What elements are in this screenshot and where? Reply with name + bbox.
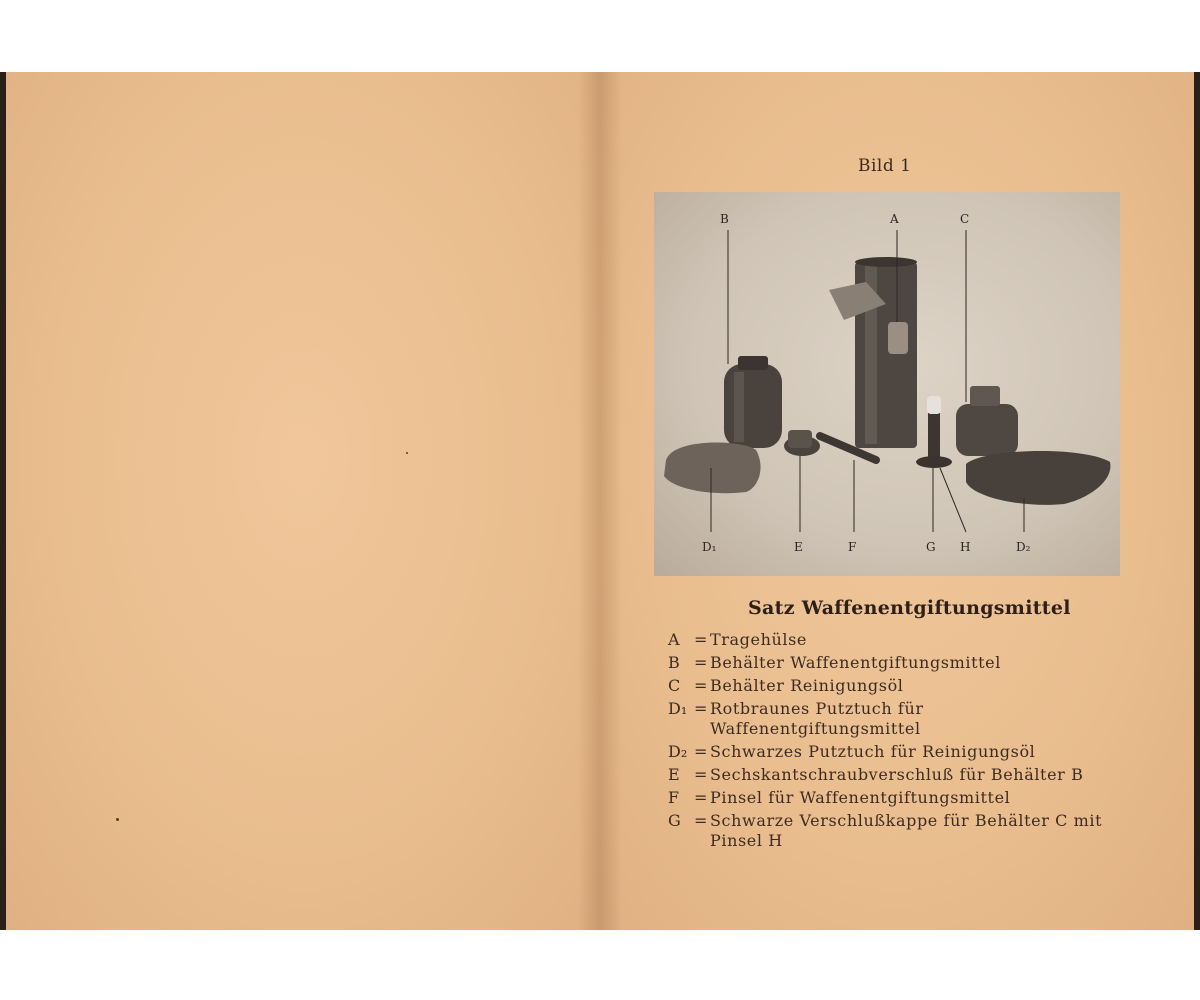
left-page xyxy=(6,72,600,930)
legend-item xyxy=(668,788,1128,808)
photo-label-d1: D₁ xyxy=(702,540,717,554)
photo-label-b: B xyxy=(720,212,729,226)
legend-item xyxy=(668,676,1128,696)
legend-eq: = xyxy=(694,676,708,695)
photo-label-a: A xyxy=(890,212,899,226)
legend-item xyxy=(668,630,1128,650)
legend-text: Schwarzes Putztuch für Reinigungsöl xyxy=(710,742,1036,761)
equipment-photo xyxy=(654,192,1120,576)
legend-item xyxy=(668,699,1128,739)
parts-legend xyxy=(668,630,1128,854)
legend-key: C xyxy=(668,676,681,695)
page-gutter-shadow xyxy=(600,72,622,930)
paper-speck xyxy=(406,452,408,454)
legend-text: Schwarze Verschlußkappe für Behälter C mit Pinsel H xyxy=(710,811,1103,850)
legend-text: Sechskantschraubverschluß für Behälter B xyxy=(710,765,1084,784)
legend-eq: = xyxy=(694,653,708,672)
legend-eq: = xyxy=(694,630,708,649)
equipment-illustration xyxy=(654,192,1120,576)
paper-speck xyxy=(116,818,119,821)
photo-label-c: C xyxy=(960,212,970,226)
legend-key: E xyxy=(668,765,680,784)
book-spread xyxy=(0,72,1200,930)
legend-text: Behälter Waffenentgiftungsmittel xyxy=(710,653,1001,672)
legend-eq: = xyxy=(694,699,708,718)
legend-item xyxy=(668,765,1128,785)
page-gutter-shadow xyxy=(578,72,600,930)
legend-eq: = xyxy=(694,788,708,807)
photo-label-h: H xyxy=(960,540,971,554)
legend-eq: = xyxy=(694,765,708,784)
legend-text: Tragehülse xyxy=(710,630,807,649)
legend-item xyxy=(668,742,1128,762)
photo-label-e: E xyxy=(794,540,803,554)
legend-eq: = xyxy=(694,811,708,830)
legend-key: A xyxy=(668,630,680,649)
photo-label-d2: D₂ xyxy=(1016,540,1031,554)
section-title: Satz Waffenentgiftungsmittel xyxy=(748,597,1071,619)
right-page xyxy=(600,72,1194,930)
legend-item xyxy=(668,811,1128,851)
legend-text: Pinsel für Waffenentgiftungsmittel xyxy=(710,788,1011,807)
legend-key: G xyxy=(668,811,681,830)
legend-text: Behälter Reinigungsöl xyxy=(710,676,904,695)
legend-key: D₂ xyxy=(668,742,688,761)
legend-item xyxy=(668,653,1128,673)
photo-label-f: F xyxy=(848,540,857,554)
legend-key: D₁ xyxy=(668,699,688,718)
legend-key: B xyxy=(668,653,680,672)
figure-caption: Bild 1 xyxy=(858,156,912,176)
legend-key: F xyxy=(668,788,680,807)
photo-label-g: G xyxy=(926,540,936,554)
legend-text: Rotbraunes Putztuch für Waffenentgiftungsmittel xyxy=(710,699,924,738)
legend-eq: = xyxy=(694,742,708,761)
